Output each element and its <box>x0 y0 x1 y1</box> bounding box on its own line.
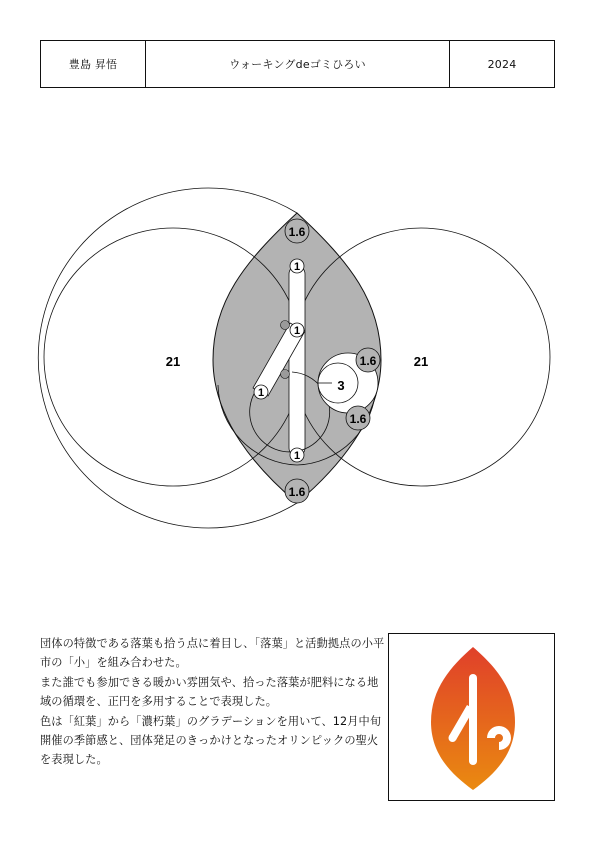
label-right-21: 21 <box>413 354 429 369</box>
svg-text:1.6: 1.6 <box>288 225 306 239</box>
label-bar-top-1 <box>290 259 304 273</box>
svg-text:1: 1 <box>293 325 301 337</box>
description-paragraph: 団体の特徴である落葉も拾う点に着目し、「落葉」と活動拠点の小平市の「小」を組み合わせた。 <box>40 637 385 670</box>
description <box>40 634 385 770</box>
label-bottom-1-6 <box>285 479 309 503</box>
small-node-lower <box>281 370 290 379</box>
logo <box>389 634 556 802</box>
description-paragraph: 色は「紅葉」から「濃朽葉」のグラデーションを用いて、12月中旬開催の季節感と、団体発足のきっかけとなったオリンピックの聖火を表現した。 <box>40 714 382 767</box>
logo-vertical-stroke <box>469 674 477 765</box>
svg-text:1: 1 <box>293 261 301 273</box>
year: 2024 <box>487 57 517 71</box>
project-title: ウォーキングdeゴミひろい <box>146 41 450 87</box>
label-bar-mid-1 <box>290 323 304 337</box>
svg-text:1.6: 1.6 <box>359 354 377 368</box>
label-left-21: 21 <box>165 354 181 369</box>
label-top-1-6 <box>285 219 309 243</box>
svg-text:1: 1 <box>293 450 301 462</box>
small-node-upper <box>281 321 290 330</box>
vertical-stroke <box>289 266 305 456</box>
label-diagonal-1 <box>254 385 268 399</box>
logo-left-stroke-end <box>449 734 457 742</box>
description-paragraph: また誰でも参加できる暖かい雰囲気や、拾った落葉が肥料になる地域の循環を、正円を多用することで表現した。 <box>40 675 379 709</box>
logo-box <box>388 633 555 801</box>
label-bar-bottom-1 <box>290 448 304 462</box>
label-right-lower-1-6 <box>346 406 370 430</box>
svg-text:1.6: 1.6 <box>288 485 306 499</box>
svg-text:1: 1 <box>257 387 265 399</box>
author-name: 豊島 昇悟 <box>41 41 146 87</box>
label-hook-3: 3 <box>337 378 345 393</box>
label-right-upper-1-6 <box>356 348 380 372</box>
svg-text:1.6: 1.6 <box>349 412 367 426</box>
